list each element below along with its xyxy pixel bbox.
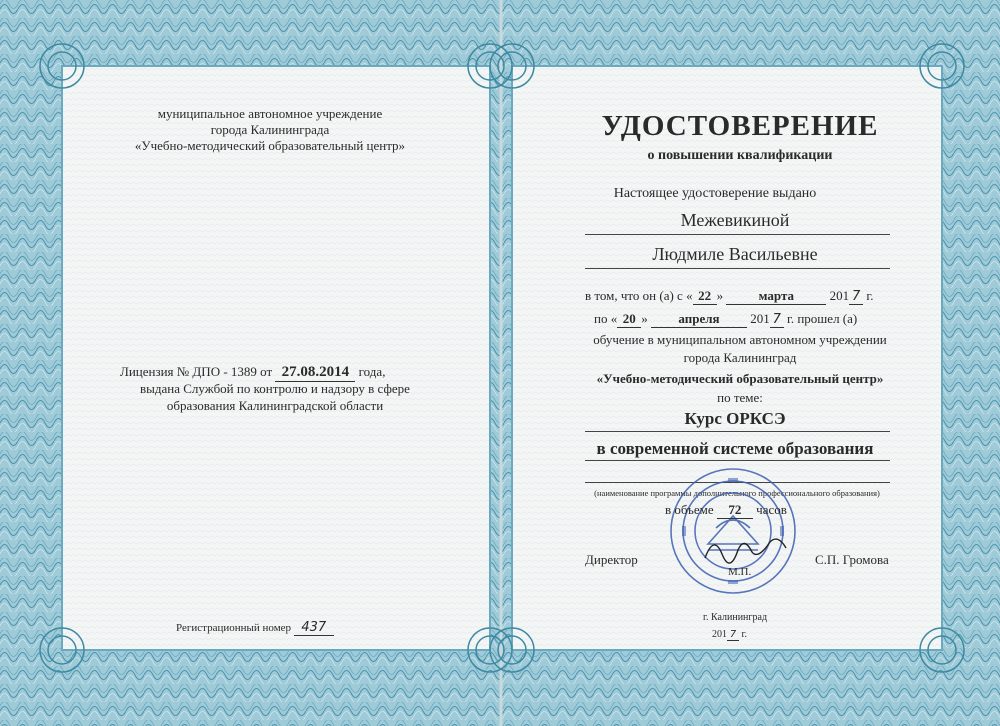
to-prefix: по « — [594, 311, 618, 326]
year-suffix: г. — [741, 629, 747, 640]
director-label: Директор — [585, 552, 638, 567]
org-line-2: города Калининграда — [210, 122, 330, 137]
to-day: 20 — [617, 311, 641, 328]
volume-line — [665, 502, 787, 519]
from-year-prefix: 201 — [829, 288, 850, 303]
registration-number: 437 — [294, 620, 334, 636]
to-month: апреля — [651, 311, 747, 328]
from-mid: » — [716, 288, 724, 303]
certificate-subtitle: о повышении квалификации — [647, 148, 833, 163]
license-date: 27.08.2014 — [275, 364, 355, 382]
from-year-digit: 7 — [849, 289, 863, 305]
from-year-suffix: г. — [866, 288, 874, 303]
topic-label: по теме: — [717, 390, 763, 405]
issued-to-label: Настоящее удостоверение выдано — [613, 186, 817, 201]
director-name: С.П. Громова — [815, 552, 889, 567]
to-suffix: г. прошел (а) — [786, 311, 858, 326]
issued-line-1: выдана Службой по контролю и надзору в сфере — [140, 381, 410, 396]
course-line-1: Курс ОРКСЭ — [684, 409, 786, 428]
from-month: марта — [726, 288, 826, 305]
city-label: г. Калининград — [702, 612, 768, 623]
course-underline-2 — [585, 460, 890, 461]
registration-line — [176, 620, 334, 636]
org-line-1: муниципальное автономное учреждение — [157, 106, 383, 121]
to-year-digit: 7 — [770, 312, 784, 328]
recipient-surname: Межевикиной — [680, 210, 790, 230]
org-line-3: «Учебно-методический образовательный центр» — [134, 138, 406, 153]
director-signature — [700, 530, 790, 566]
period-to-line — [594, 311, 857, 328]
to-year-prefix: 201 — [750, 311, 770, 326]
surname-underline — [585, 234, 890, 235]
to-mid: » — [641, 311, 648, 326]
license-prefix: Лицензия № ДПО - 1389 от — [120, 364, 273, 379]
year-line — [712, 629, 747, 641]
mp-label: М.П. — [728, 566, 752, 578]
study-line-2: города Калининград — [683, 350, 797, 365]
study-line-1: обучение в муниципальном автономном учреждении — [593, 332, 887, 347]
year-digit: 7 — [727, 629, 739, 641]
program-caption: (наименование программы дополнительного профессионального образования) — [594, 488, 880, 498]
issued-line-2: образования Калининградской области — [166, 398, 384, 413]
volume-suffix: часов — [756, 502, 787, 517]
year-prefix: 201 — [712, 629, 727, 640]
from-day: 22 — [693, 288, 717, 305]
registration-label: Регистрационный номер — [176, 622, 292, 634]
license-line — [120, 364, 385, 382]
name-underline — [585, 268, 890, 269]
license-suffix: года, — [358, 364, 386, 379]
course-line-2: в современной системе образования — [596, 439, 874, 458]
certificate-title: УДОСТОВЕРЕНИЕ — [601, 110, 879, 142]
recipient-name: Людмиле Васильевне — [652, 244, 818, 264]
course-underline-1 — [585, 431, 890, 432]
from-prefix: в том, что он (а) с « — [585, 288, 693, 303]
volume-hours: 72 — [717, 502, 753, 519]
period-from-line — [585, 288, 873, 305]
volume-prefix: в объеме — [665, 502, 714, 517]
study-line-3: «Учебно-методический образовательный центр» — [596, 371, 884, 386]
